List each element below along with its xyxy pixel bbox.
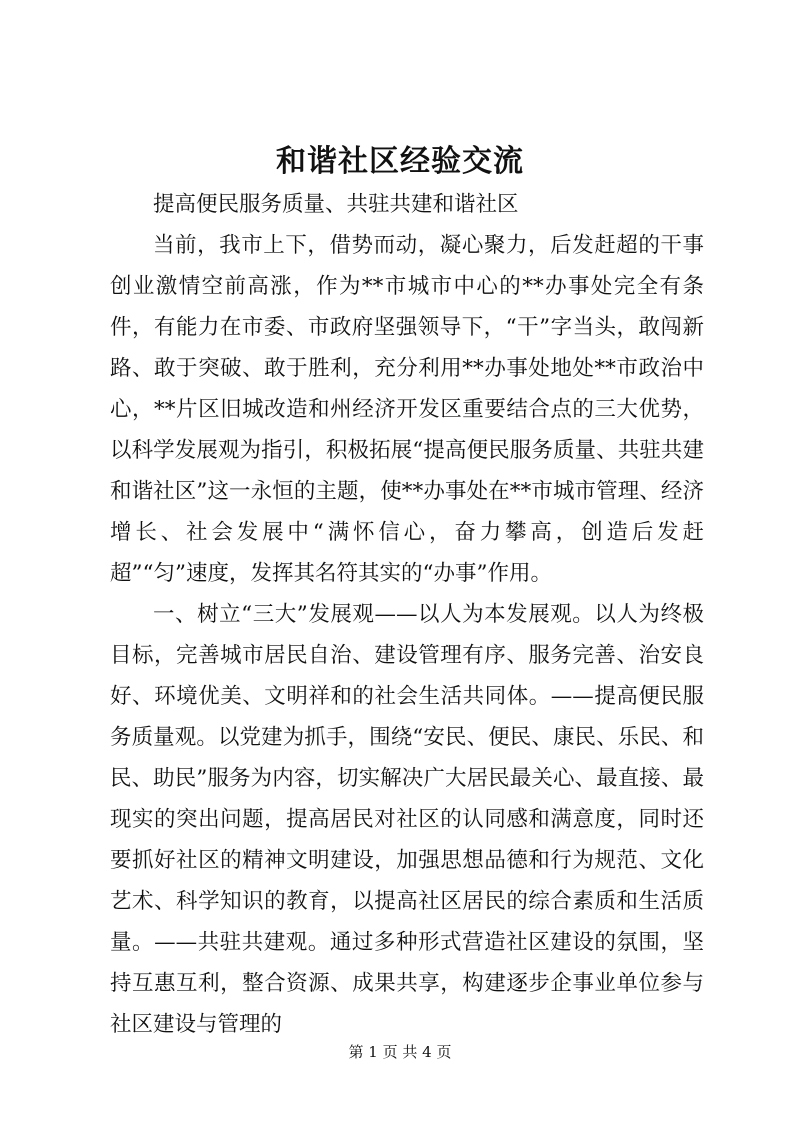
page-footer: 第 1 页 共 4 页 bbox=[348, 1043, 452, 1061]
body-paragraph: 当前，我市上下，借势而动，凝心聚力，后发赶超的干事创业激情空前高涨，作为**市城市中心的**办事处完全有条件，有能力在市委、市政府坚强领导下，“干”字当头，敢闯新路、敢于突破、敢于胜利，充分利用**办事处地处**市政治中心，**片区旧城改造和州经济开发区重要结合点的三大优势，以科学发展观为指引，积极拓展“提高便民服务质量、共驻共建和谐社区”这一永恒的主题，使**办事处在**市城市管理、经济增长、社会发展中“满怀信心，奋力攀高，创造后发赶超”“匀”速度，发挥其名符其实的“办事”作用。 bbox=[110, 233, 704, 586]
document-title: 和谐社区经验交流 bbox=[276, 144, 524, 179]
body-paragraph: 一、树立“三大”发展观——以人为本发展观。以人为终极目标，完善城市居民自治、建设管理有序、服务完善、治安良好、环境优美、文明祥和的社会生活共同体。——提高便民服务质量观。以党建为抓手，围绕“安民、便民、康民、乐民、和民、助民”服务为内容，切实解决广大居民最关心、最直接、最现实的突出问题，提高居民对社区的认同感和满意度，同时还要抓好社区的精神文明建设，加强思想品德和行为规范、文化艺术、科学知识的教育，以提高社区居民的综合素质和生活质量。——共驻共建观。通过多种形式营造社区建设的氛围，坚持互惠互利，整合资源、成果共享，构建逐步企事业单位参与社区建设与管理的 bbox=[110, 602, 704, 1037]
subtitle-paragraph: 提高便民服务质量、共驻共建和谐社区 bbox=[153, 192, 519, 217]
document-body bbox=[110, 184, 704, 1045]
